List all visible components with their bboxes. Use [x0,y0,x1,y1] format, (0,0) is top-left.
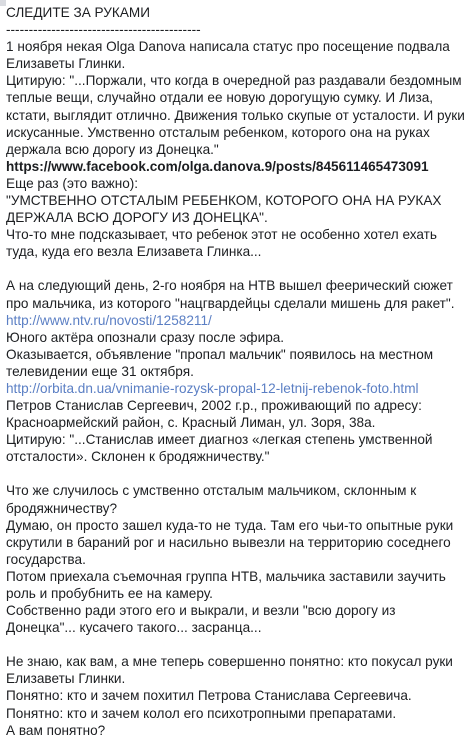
spacer [6,636,466,653]
paragraph-3: Еще раз (это важно): [6,175,139,191]
paragraph-7: Юного актёра опознали сразу после эфира. [6,329,285,345]
paragraph-9: Петров Станислав Сергеевич, 2002 г.р., проживающий по адресу: Красноармейский район, с. Красный Лиман, ул. Зоря, 38а. [6,398,422,431]
paragraph-5: Что-то мне подсказывает, что ребенок этот не особенно хотел ехать туда, куда его везла Елизавета Глинка... [6,227,437,260]
paragraph-1: 1 ноября некая Olga Danova написала статус про посещение подвала Елизаветы Глинки. [6,39,450,72]
paragraph-18: А вам понятно? [6,722,106,738]
paragraph-11: Что же случилось с умственно отсталым мальчиком, склонным к бродяжничеству? [6,483,417,516]
corner-mark [0,0,6,6]
spacer [6,260,466,277]
paragraph-2: Цитирую: "...Поржали, что когда в очередной раз раздавали бездомным теплые вещи, случайно отдали ее новую дорогущую сумку. И Лиза, кстати, выглядит отлично. Движения только скупые от усталости. И руки искусанные. Умственно отсталым ребенком, которого она на руках держала всю дорогу из Донецка." [6,73,465,157]
paragraph-16: Понятно: кто и зачем похитил Петрова Станислава Сергеевича. [6,688,412,704]
paragraph-4: "УМСТВЕННО ОТСТАЛЫМ РЕБЕНКОМ, КОТОРОГО ОНА НА РУКАХ ДЕРЖАЛА ВСЮ ДОРОГУ ИЗ ДОНЕЦКА". [6,193,442,226]
separator-line: ------------------------------------------- [6,22,201,38]
paragraph-13: Потом приехала съемочная группа НТВ, мальчика заставили заучить роль и пробубнить ее на камеру. [6,568,446,601]
facebook-link[interactable]: https://www.facebook.com/olga.danova.9/posts/845611465473091 [6,158,429,174]
paragraph-10: Цитирую: "...Станислав имеет диагноз «легкая степень умственной отсталости». Склонен к бродяжничеству." [6,432,433,465]
paragraph-8: Оказывается, объявление "пропал мальчик" появилось на местном телевидении еще 31 октября. [6,346,434,379]
post-title: СЛЕДИТЕ ЗА РУКАМИ [6,5,151,20]
ntv-link[interactable]: http://www.ntv.ru/novosti/1258211/ [6,312,212,328]
orbita-link[interactable]: http://orbita.dn.ua/vnimanie-rozysk-propal-12-letnij-rebenok-foto.html [6,380,419,396]
paragraph-6: А на следующий день, 2-го ноября на НТВ вышел феерический сюжет про мальчика, из которого "нацгвардейцы сделали мишень для ракет". [6,278,455,311]
paragraph-15: Не знаю, как вам, а мне теперь совершенно понятно: кто покусал руки Елизаветы Глинки. [6,654,453,687]
paragraph-12: Думаю, он просто зашел куда-то не туда. Там его чьи-то опытные руки скрутили в бараний рог и насильно вывезли на территорию соседнего государства. [6,517,454,567]
paragraph-14: Собственно ради этого его и выкрали, и везли "всю дорогу из Донецка"... кусачего такого... засранца... [6,603,396,636]
paragraph-17: Понятно: кто и зачем колол его психотропными препаратами. [6,705,397,721]
spacer [6,465,466,482]
